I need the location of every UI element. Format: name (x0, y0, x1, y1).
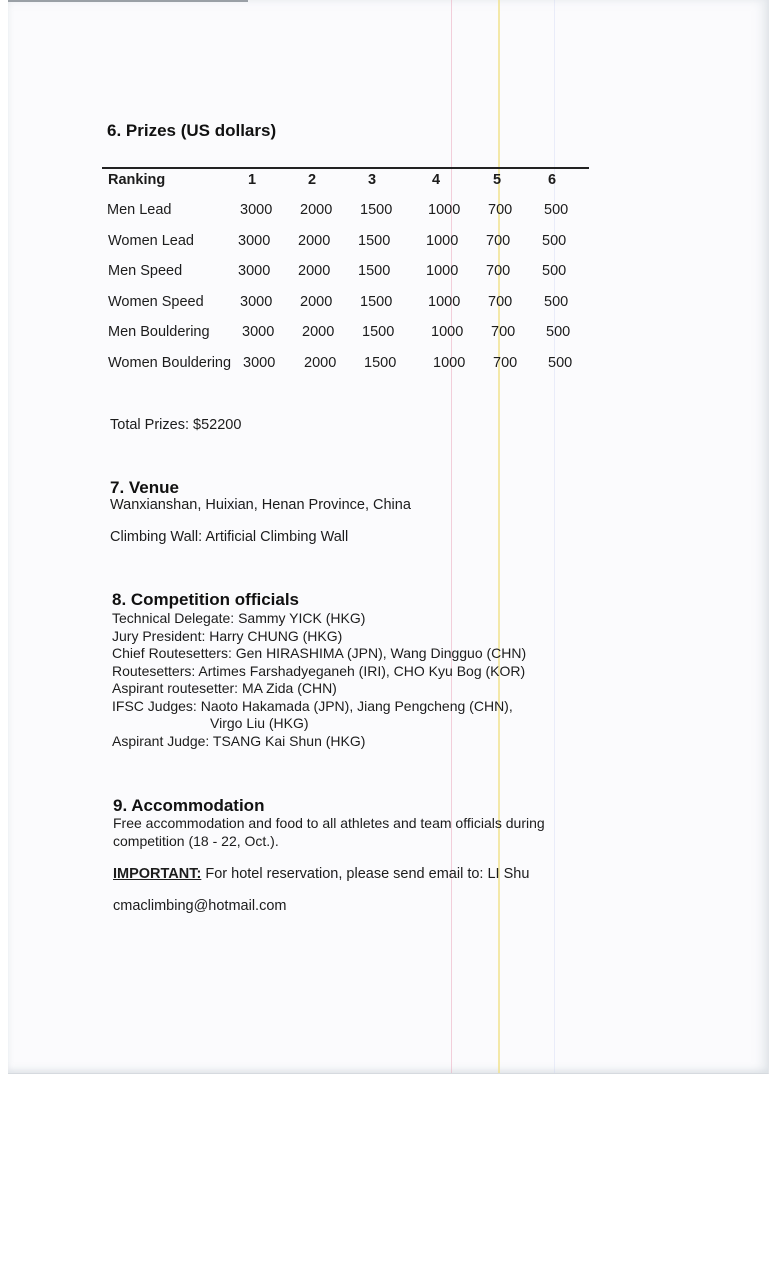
official-ifsc-judges-continued: Virgo Liu (HKG) (210, 715, 309, 731)
table-cell-prize: 700 (488, 202, 513, 218)
official-ifsc-judges: IFSC Judges: Naoto Hakamada (JPN), Jiang Pengcheng (CHN), (112, 698, 513, 714)
table-cell-prize: 3000 (240, 202, 273, 218)
table-header-rank-4: 4 (432, 172, 441, 188)
table-cell-prize: 1000 (428, 294, 461, 310)
table-cell-prize: 2000 (300, 202, 333, 218)
table-header-rank-2: 2 (308, 172, 317, 188)
officials-heading: 8. Competition officials (112, 590, 300, 609)
table-cell-prize: 2000 (298, 233, 331, 249)
prizes-total: Total Prizes: $52200 (110, 417, 242, 433)
table-cell-prize: 700 (486, 233, 511, 249)
table-header-rank-3: 3 (368, 172, 377, 188)
scan-streak-yellow (498, 0, 500, 1073)
accommodation-line-1: Free accommodation and food to all athletes and team officials during (113, 815, 545, 831)
hotel-reservation-text: For hotel reservation, please send email to: LI Shu (201, 866, 530, 882)
table-cell-prize: 1500 (358, 233, 391, 249)
table-cell-prize: 500 (548, 355, 573, 371)
table-cell-prize: 500 (542, 233, 567, 249)
table-cell-prize: 500 (544, 294, 569, 310)
table-cell-prize: 500 (542, 263, 567, 279)
table-cell-prize: 2000 (298, 263, 331, 279)
table-cell-prize: 3000 (238, 233, 271, 249)
table-cell-prize: 2000 (300, 294, 333, 310)
table-row-label: Women Lead (108, 233, 194, 249)
table-row-label: Men Speed (108, 263, 183, 279)
table-row-label: Men Bouldering (108, 324, 210, 340)
official-chief-routesetters: Chief Routesetters: Gen HIRASHIMA (JPN), Wang Dingguo (CHN) (112, 645, 527, 661)
official-technical-delegate: Technical Delegate: Sammy YICK (HKG) (112, 610, 366, 626)
venue-location: Wanxianshan, Huixian, Henan Province, China (110, 497, 411, 513)
table-row-label: Women Bouldering (108, 355, 232, 371)
prizes-heading: 6. Prizes (US dollars) (107, 121, 277, 140)
prizes-table-top-rule (102, 167, 589, 169)
table-row-label: Women Speed (108, 294, 204, 310)
table-cell-prize: 500 (546, 324, 571, 340)
table-header-ranking: Ranking (108, 172, 166, 188)
table-cell-prize: 500 (544, 202, 569, 218)
table-cell-prize: 3000 (238, 263, 271, 279)
official-aspirant-judge: Aspirant Judge: TSANG Kai Shun (HKG) (112, 733, 366, 749)
table-cell-prize: 3000 (240, 294, 273, 310)
contact-email: cmaclimbing@hotmail.com (113, 898, 287, 914)
accommodation-heading: 9. Accommodation (113, 796, 265, 815)
table-cell-prize: 1500 (360, 294, 393, 310)
table-cell-prize: 3000 (243, 355, 276, 371)
official-routesetters: Routesetters: Artimes Farshadyeganeh (IRI), CHO Kyu Bog (KOR) (112, 663, 526, 679)
table-cell-prize: 700 (486, 263, 511, 279)
table-row-label: Men Lead (107, 202, 172, 218)
table-cell-prize: 2000 (304, 355, 337, 371)
table-cell-prize: 1500 (362, 324, 395, 340)
scan-streak-red (451, 0, 452, 1073)
table-cell-prize: 1000 (428, 202, 461, 218)
venue-heading: 7. Venue (110, 478, 179, 497)
table-cell-prize: 2000 (302, 324, 335, 340)
table-cell-prize: 700 (491, 324, 516, 340)
hotel-reservation-note (113, 866, 529, 882)
table-cell-prize: 700 (493, 355, 518, 371)
table-header-rank-1: 1 (248, 172, 257, 188)
table-cell-prize: 1000 (431, 324, 464, 340)
table-cell-prize: 1500 (358, 263, 391, 279)
venue-climbing-wall: Climbing Wall: Artificial Climbing Wall (110, 529, 349, 545)
official-aspirant-routesetter: Aspirant routesetter: MA Zida (CHN) (112, 680, 337, 696)
table-cell-prize: 3000 (242, 324, 275, 340)
important-label: IMPORTANT: (113, 866, 202, 882)
table-cell-prize: 1500 (364, 355, 397, 371)
scan-streak-blue (554, 0, 555, 1073)
table-header-rank-6: 6 (548, 172, 557, 188)
table-cell-prize: 1500 (360, 202, 393, 218)
table-header-rank-5: 5 (493, 172, 502, 188)
official-jury-president: Jury President: Harry CHUNG (HKG) (112, 628, 343, 644)
table-cell-prize: 1000 (426, 233, 459, 249)
table-cell-prize: 1000 (426, 263, 459, 279)
accommodation-line-2: competition (18 - 22, Oct.). (113, 833, 279, 849)
scan-edge-mark (8, 0, 248, 2)
table-cell-prize: 1000 (433, 355, 466, 371)
table-cell-prize: 700 (488, 294, 513, 310)
